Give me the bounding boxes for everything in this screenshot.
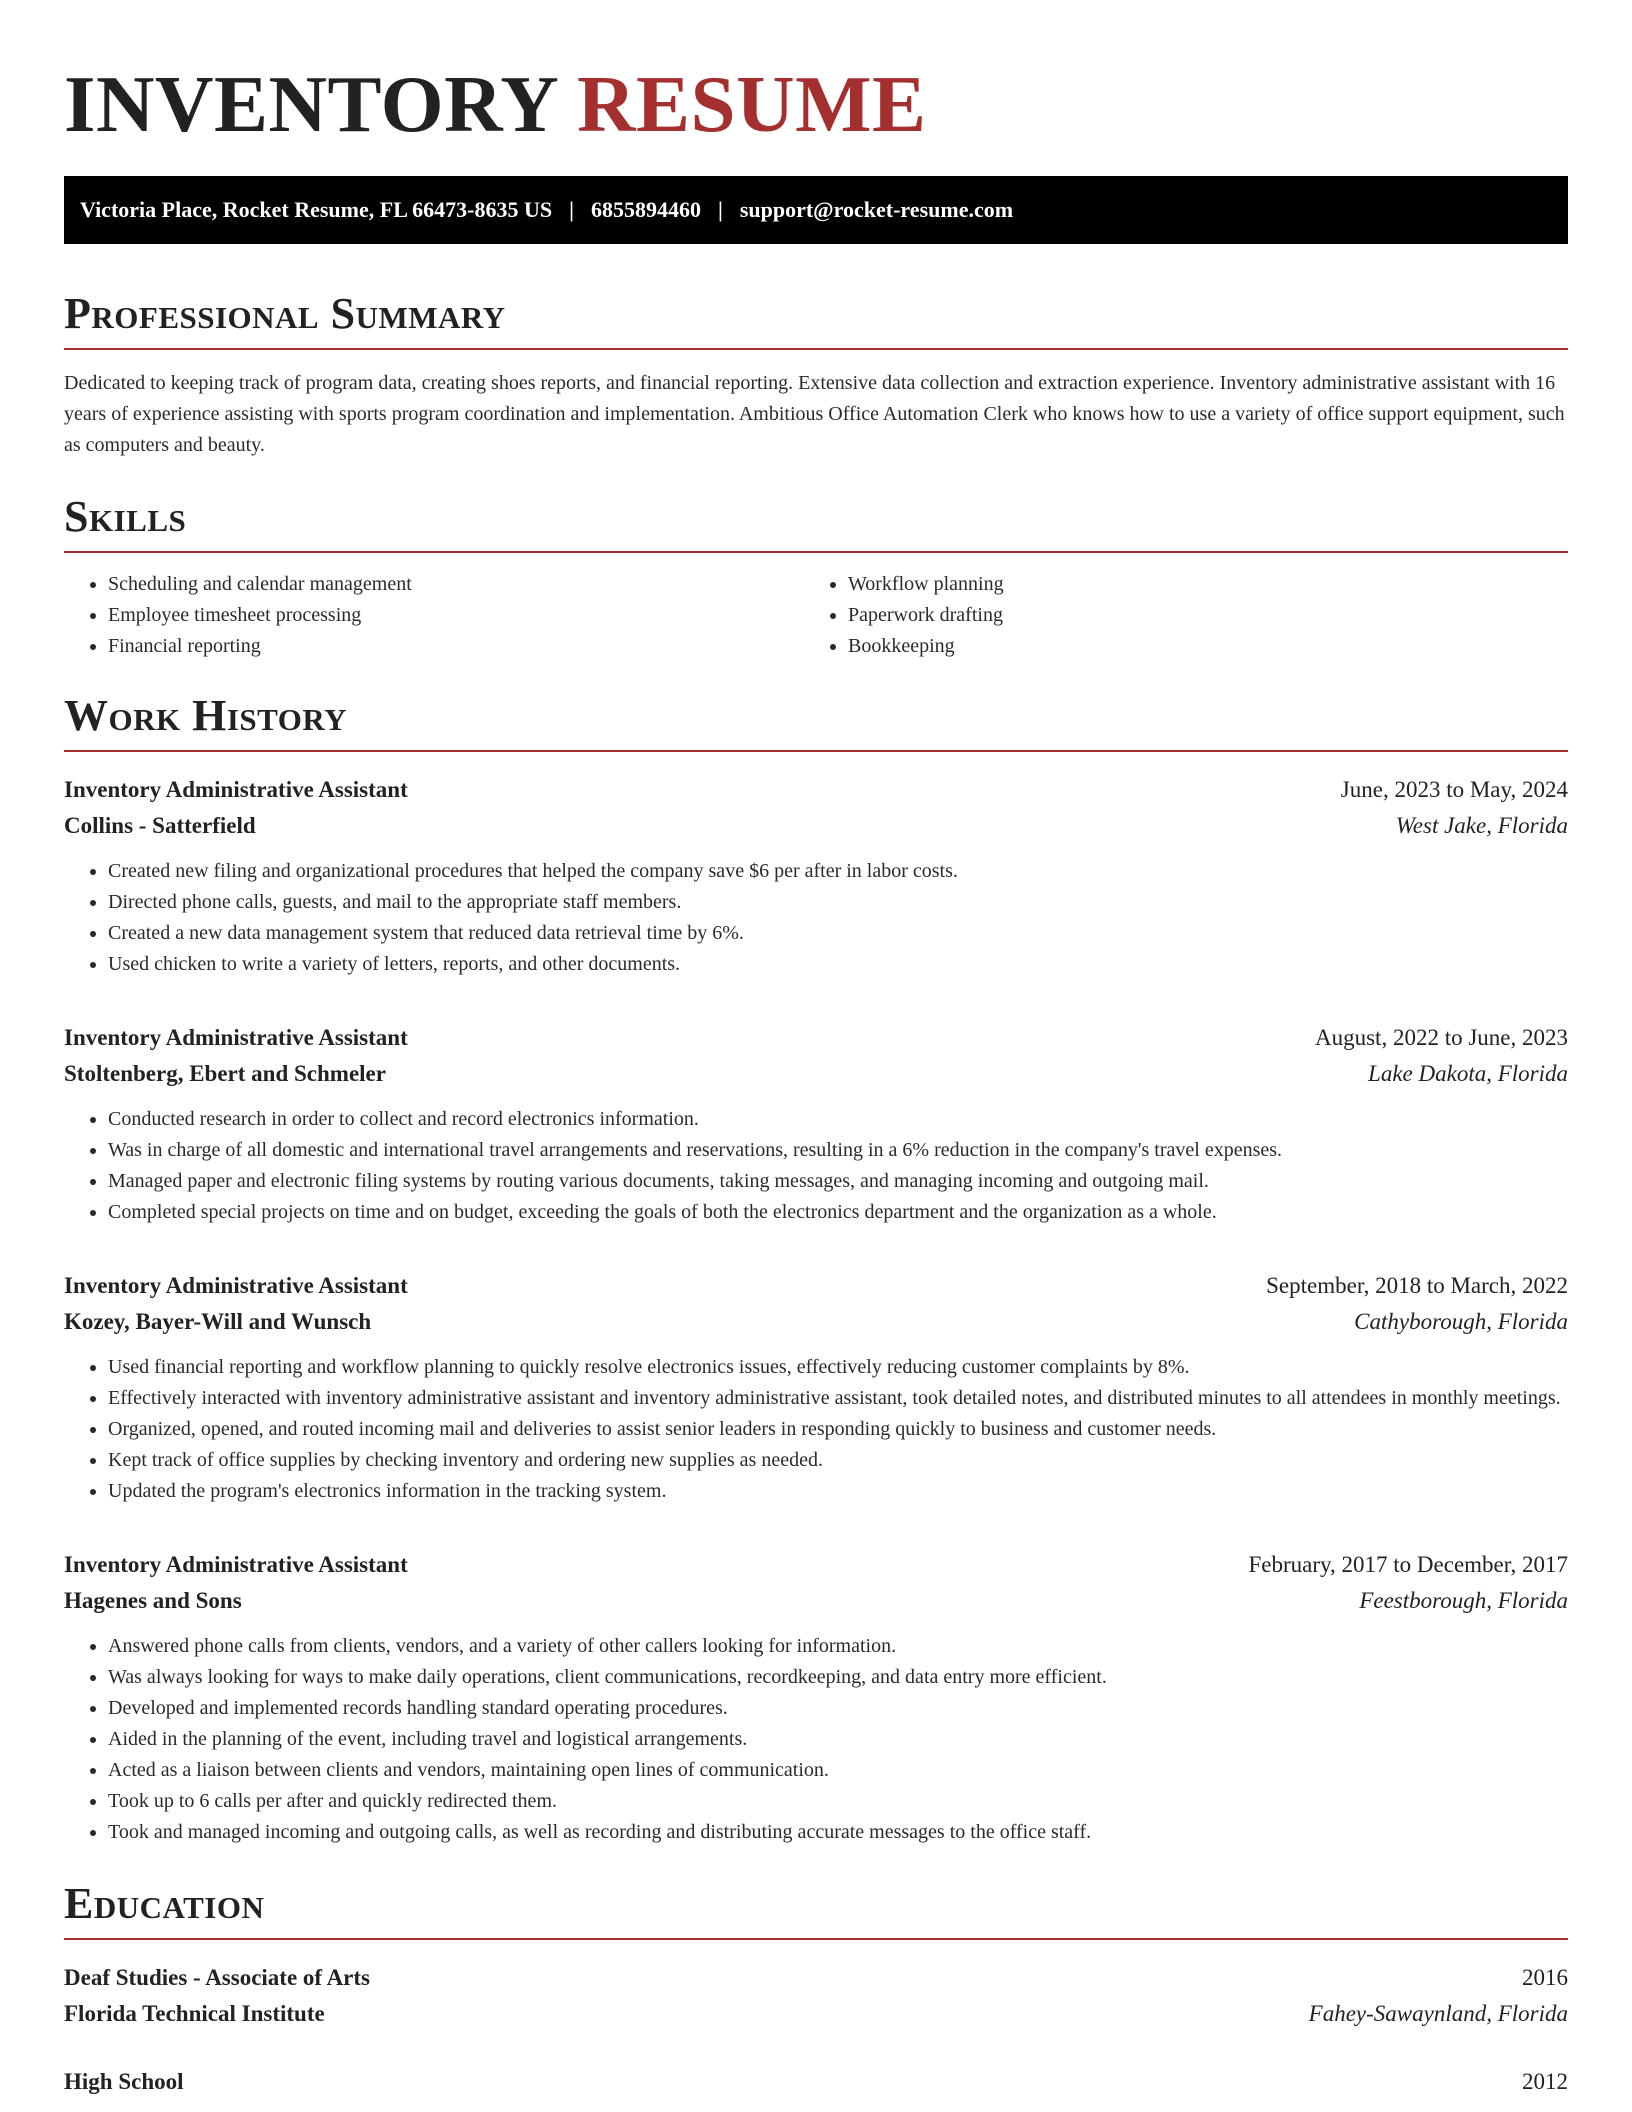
job-entry (64, 1547, 1568, 1848)
education-year: 2012 (1522, 2069, 1568, 2094)
work-history-section (64, 688, 1568, 1848)
job-bullets (64, 1104, 1568, 1228)
education-entry (64, 1960, 1568, 2032)
job-bullet: • Conducted research in order to collect and record electronics information. (108, 1104, 1568, 1135)
job-company-row (64, 1583, 1568, 1619)
education-header-row (64, 1960, 1568, 1996)
skills-list-right (804, 569, 1544, 662)
job-bullet: • Took and managed incoming and outgoing calls, as well as recording and distributing accurate messages to the office staff. (108, 1817, 1568, 1848)
job-location: Cathyborough, Florida (1354, 1309, 1568, 1334)
work-history-heading: Work History (64, 688, 1568, 752)
job-dates: June, 2023 to May, 2024 (1340, 777, 1568, 802)
job-bullet: • Directed phone calls, guests, and mail to the appropriate staff members. (108, 887, 1568, 918)
job-header-row (64, 1547, 1568, 1583)
education-school: Florida Technical Institute (64, 2001, 325, 2026)
job-bullet: • Acted as a liaison between clients and vendors, maintaining open lines of communication. (108, 1755, 1568, 1786)
job-title: Inventory Administrative Assistant (64, 777, 408, 802)
education-header-row (64, 2064, 1568, 2100)
education-degree: High School (64, 2069, 184, 2094)
job-header-row (64, 772, 1568, 808)
job-bullet: • Answered phone calls from clients, vendors, and a variety of other callers looking for information. (108, 1631, 1568, 1662)
skill-item: • Workflow planning (848, 569, 1544, 600)
job-company: Hagenes and Sons (64, 1588, 242, 1613)
skill-item: • Bookkeeping (848, 631, 1544, 662)
title-second-word: RESUME (577, 59, 927, 149)
job-bullet: • Organized, opened, and routed incoming mail and deliveries to assist senior leaders in responding quickly to business and customer needs. (108, 1414, 1568, 1445)
job-bullet: • Used financial reporting and workflow planning to quickly resolve electronics issues, effectively reducing customer complaints by 8%. (108, 1352, 1568, 1383)
job-bullets (64, 1631, 1568, 1848)
job-bullet: • Completed special projects on time and on budget, exceeding the goals of both the electronics department and the organization as a whole. (108, 1197, 1568, 1228)
job-header-row (64, 1020, 1568, 1056)
job-bullet: • Was in charge of all domestic and international travel arrangements and reservations, resulting in a 6% reduction in the company's travel expenses. (108, 1135, 1568, 1166)
summary-section (64, 286, 1568, 461)
contact-separator: | (717, 197, 723, 222)
summary-text: Dedicated to keeping track of program data, creating shoes reports, and financial reporting. Extensive data collection and extraction experience. Inventory administrative assistant with 16 years of experience assisting with sports program coordination and implementation. Ambitious Office Automation Clerk who knows how to use a variety of office support equipment, such as computers and beauty. (64, 372, 1565, 456)
job-bullet: • Updated the program's electronics information in the tracking system. (108, 1476, 1568, 1507)
job-bullets (64, 856, 1568, 980)
education-degree: Deaf Studies - Associate of Arts (64, 1965, 370, 1990)
job-bullets (64, 1352, 1568, 1507)
job-entry (64, 772, 1568, 980)
skills-columns (64, 569, 1568, 662)
job-bullet: • Kept track of office supplies by checking inventory and ordering new supplies as needed. (108, 1445, 1568, 1476)
job-company: Kozey, Bayer-Will and Wunsch (64, 1309, 372, 1334)
job-company: Collins - Satterfield (64, 813, 256, 838)
job-bullet: • Created a new data management system that reduced data retrieval time by 6%. (108, 918, 1568, 949)
job-company-row (64, 808, 1568, 844)
job-company-row (64, 1056, 1568, 1092)
contact-phone: 6855894460 (590, 197, 701, 222)
job-dates: August, 2022 to June, 2023 (1315, 1025, 1568, 1050)
education-heading: Education (64, 1876, 1568, 1940)
skill-item: • Scheduling and calendar management (108, 569, 804, 600)
job-dates: February, 2017 to December, 2017 (1248, 1552, 1568, 1577)
job-bullet: • Took up to 6 calls per after and quickly redirected them. (108, 1786, 1568, 1817)
job-bullet: • Developed and implemented records handling standard operating procedures. (108, 1693, 1568, 1724)
skill-item: • Financial reporting (108, 631, 804, 662)
education-year: 2016 (1522, 1965, 1568, 1990)
job-title: Inventory Administrative Assistant (64, 1025, 408, 1050)
contact-bar (64, 176, 1568, 244)
title-first-word: INVENTORY (64, 59, 557, 149)
job-bullet: • Effectively interacted with inventory administrative assistant and inventory administrative assistant, took detailed notes, and distributed minutes to all attendees in monthly meetings. (108, 1383, 1568, 1414)
job-location: Feestborough, Florida (1359, 1588, 1568, 1613)
resume-title (64, 56, 1568, 152)
job-title: Inventory Administrative Assistant (64, 1273, 408, 1298)
summary-heading: Professional Summary (64, 286, 1568, 350)
job-entry (64, 1268, 1568, 1507)
education-entry (64, 2064, 1568, 2100)
job-location: Lake Dakota, Florida (1368, 1061, 1568, 1086)
job-entry (64, 1020, 1568, 1228)
job-bullet: • Aided in the planning of the event, including travel and logistical arrangements. (108, 1724, 1568, 1755)
education-section (64, 1876, 1568, 2100)
contact-address: Victoria Place, Rocket Resume, FL 66473-8635 US (80, 197, 553, 222)
skill-item: • Employee timesheet processing (108, 600, 804, 631)
job-location: West Jake, Florida (1395, 813, 1568, 838)
job-header-row (64, 1268, 1568, 1304)
job-company-row (64, 1304, 1568, 1340)
job-bullet: • Created new filing and organizational procedures that helped the company save $6 per after in labor costs. (108, 856, 1568, 887)
education-school-row (64, 1996, 1568, 2032)
job-title: Inventory Administrative Assistant (64, 1552, 408, 1577)
resume-page (64, 56, 1568, 2100)
contact-email: support@rocket-resume.com (739, 197, 1014, 222)
job-bullet: • Used chicken to write a variety of letters, reports, and other documents. (108, 949, 1568, 980)
skills-section (64, 489, 1568, 662)
job-dates: September, 2018 to March, 2022 (1266, 1273, 1568, 1298)
job-company: Stoltenberg, Ebert and Schmeler (64, 1061, 386, 1086)
skill-item: • Paperwork drafting (848, 600, 1544, 631)
job-bullet: • Was always looking for ways to make daily operations, client communications, recordkeeping, and data entry more efficient. (108, 1662, 1568, 1693)
skills-list-left (64, 569, 804, 662)
job-bullet: • Managed paper and electronic filing systems by routing various documents, taking messages, and managing incoming and outgoing mail. (108, 1166, 1568, 1197)
contact-separator: | (569, 197, 574, 222)
education-location: Fahey-Sawaynland, Florida (1308, 2001, 1568, 2026)
skills-heading: Skills (64, 489, 1568, 553)
